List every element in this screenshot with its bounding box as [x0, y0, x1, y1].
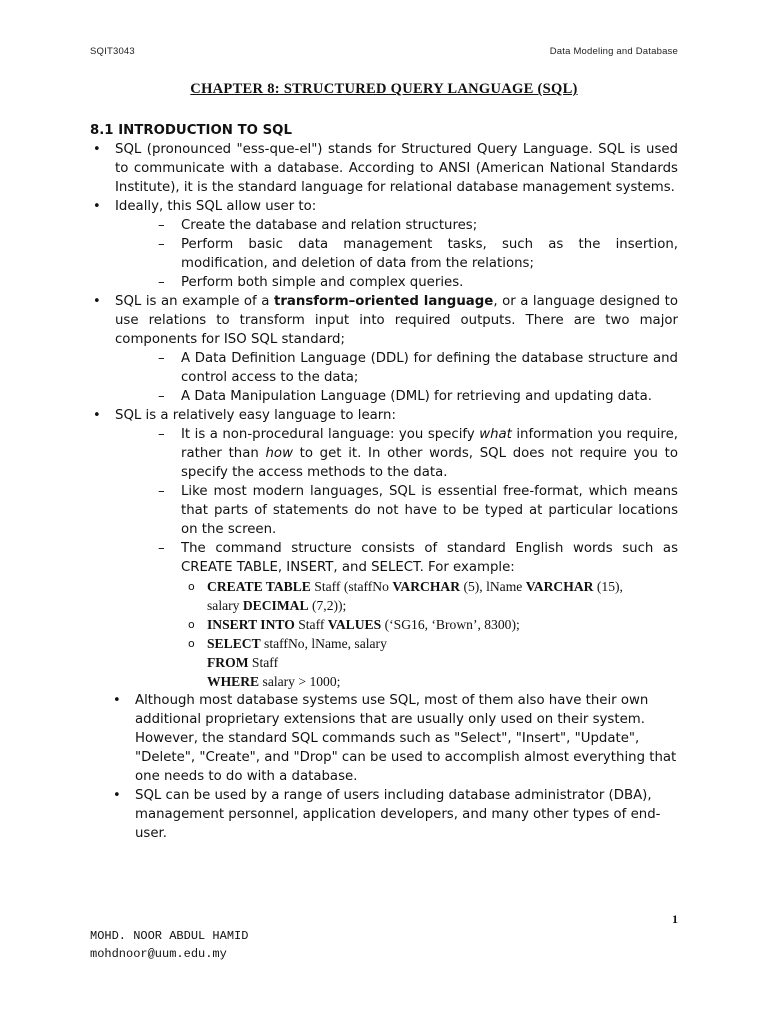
bullet-paragraph-users: • SQL can be used by a range of users including database administrator (DBA), management personnel, application developers, and many other types of end-user.	[113, 788, 661, 841]
bullet-paragraph-extensions: • Although most database systems use SQL, most of them also have their own additional proprietary extensions that are usually only used on their system. However, the standard SQL commands such as "Select", "Insert", "Update", "Delete", "Create", and "Drop" can be used to accomplish almost everything that one needs to do with a database.	[113, 693, 677, 784]
list-item: – Like most modern languages, SQL is essential free-format, which means that parts of statements do not have to be typed at particular locations on the screen.	[158, 484, 678, 537]
page-number: 1	[672, 912, 678, 926]
bullet-paragraph-easy-language: • SQL is a relatively easy language to learn:	[93, 408, 396, 423]
bullet-icon: •	[113, 693, 121, 708]
dash-icon: –	[158, 351, 165, 366]
list-item: – Create the database and relation structures;	[158, 218, 478, 233]
bullet-icon: •	[93, 408, 101, 423]
section-title: INTRODUCTION TO SQL	[118, 123, 292, 138]
sql-example-where: WHERE salary > 1000;	[207, 674, 341, 689]
dash-icon: –	[158, 218, 165, 233]
dash-icon: –	[158, 275, 165, 290]
circle-bullet-icon: o	[188, 580, 195, 593]
section-heading	[90, 121, 678, 140]
page-content	[90, 121, 678, 843]
sql-example-create-cont: salary DECIMAL (7,2));	[207, 598, 347, 613]
sql-example-from: FROM Staff	[207, 655, 279, 670]
author-name: MOHD. NOOR ABDUL HAMID	[90, 929, 249, 943]
sql-example-insert: o INSERT INTO Staff VALUES (‘SG16, ‘Brown’, 8300);	[188, 617, 520, 632]
bullet-icon: •	[93, 142, 101, 157]
list-item: – A Data Definition Language (DDL) for defining the database structure and control access to the data;	[158, 351, 678, 385]
bullet-paragraph-transform-oriented: • SQL is an example of a transform–oriented language, or a language designed to use relations to transform input into required outputs. There are two major components for ISO SQL standard;	[93, 294, 678, 347]
dash-icon: –	[158, 389, 165, 404]
dash-icon: –	[158, 427, 165, 442]
chapter-title: CHAPTER 8: STRUCTURED QUERY LANGUAGE (SQL)	[190, 81, 578, 97]
circle-bullet-icon: o	[188, 618, 195, 631]
header-course-code: SQIT3043	[90, 46, 135, 57]
dash-icon: –	[158, 541, 165, 556]
bullet-icon: •	[113, 788, 121, 803]
bullet-icon: •	[93, 294, 101, 309]
bullet-paragraph-definition: • SQL (pronounced "ess-que-el") stands for Structured Query Language. SQL is used to communicate with a database. According to ANSI (American National Standards Institute), it is the standard language for relational database management systems.	[93, 142, 678, 195]
section-number: 8.1	[90, 123, 114, 138]
list-item: – Perform basic data management tasks, such as the insertion, modification, and deletion of data from the relations;	[158, 237, 678, 271]
list-item: – Perform both simple and complex queries.	[158, 275, 464, 290]
footer	[90, 927, 248, 963]
bullet-icon: •	[93, 199, 101, 214]
header-course-title: Data Modeling and Database	[549, 46, 678, 57]
list-item: – The command structure consists of standard English words such as CREATE TABLE, INSERT, and SELECT. For example:	[158, 541, 678, 575]
sql-example-select: o SELECT staffNo, lName, salary	[188, 636, 387, 651]
dash-icon: –	[158, 484, 165, 499]
author-email: mohdnoor@uum.edu.my	[90, 947, 227, 961]
sql-example-create: o CREATE TABLE Staff (staffNo VARCHAR (5), lName VARCHAR (15),	[188, 579, 623, 594]
bold-term: transform–oriented language	[273, 294, 494, 309]
dash-icon: –	[158, 237, 165, 252]
circle-bullet-icon: o	[188, 637, 195, 650]
list-item: – A Data Manipulation Language (DML) for retrieving and updating data.	[158, 389, 652, 404]
bullet-paragraph-abilities: • Ideally, this SQL allow user to:	[93, 199, 317, 214]
list-item: – It is a non-procedural language: you specify what information you require, rather than how to get it. In other words, SQL does not require you to specify the access methods to the data.	[158, 427, 679, 480]
